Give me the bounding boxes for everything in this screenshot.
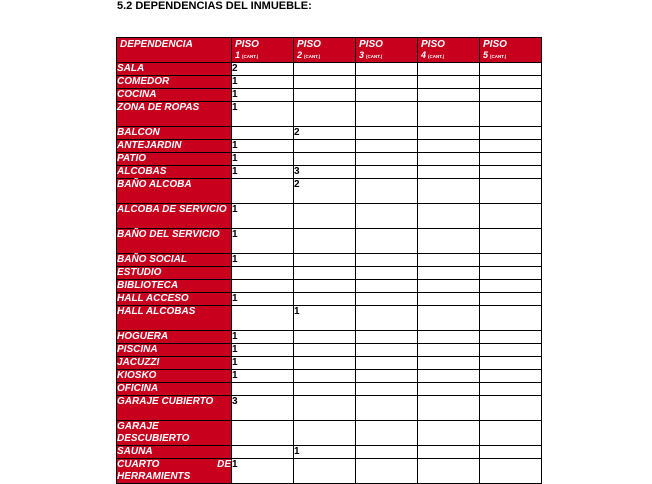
floor-2-quantity-cell: 1 — [294, 446, 356, 459]
floor-1-quantity-cell: 1 — [232, 229, 294, 254]
table-row — [117, 153, 542, 166]
dependency-name-cell — [117, 331, 232, 344]
floor-1-quantity-cell — [232, 280, 294, 293]
table-row — [117, 140, 542, 153]
floor-3-quantity-cell — [356, 153, 418, 166]
floor-5-quantity-cell — [480, 102, 542, 127]
floor-2-quantity-cell — [294, 76, 356, 89]
dependency-name: BALCON — [117, 127, 160, 138]
floor-2-quantity-cell — [294, 344, 356, 357]
floor-3-quantity-cell — [356, 396, 418, 421]
floor-4-quantity-cell — [418, 102, 480, 127]
dependency-name: COCINA — [117, 89, 157, 100]
dependency-name-cell — [117, 293, 232, 306]
floor-2-quantity-cell — [294, 370, 356, 383]
floor-3-quantity-cell — [356, 267, 418, 280]
dependency-name-cell — [117, 166, 232, 179]
table-row — [117, 166, 542, 179]
floor-1-quantity-cell: 1 — [232, 140, 294, 153]
floor-4-quantity-cell — [418, 63, 480, 76]
floor-3-quantity-cell — [356, 446, 418, 459]
floor-5-quantity-cell — [480, 267, 542, 280]
floor-5-quantity-cell — [480, 293, 542, 306]
floor-2-quantity-cell — [294, 383, 356, 396]
floor-2-quantity-cell — [294, 280, 356, 293]
dependency-name-cell — [117, 179, 232, 204]
floor-4-quantity-cell — [418, 344, 480, 357]
dependency-name-cell — [117, 140, 232, 153]
floor-3-quantity-cell — [356, 89, 418, 102]
header-floor-5: PISO 5 (CANT.) — [480, 38, 542, 63]
floor-5-quantity-cell — [480, 280, 542, 293]
floor-3-quantity-cell — [356, 280, 418, 293]
floor-4-quantity-cell — [418, 331, 480, 344]
dependency-name-cell — [117, 370, 232, 383]
floor-5-quantity-cell — [480, 179, 542, 204]
dependency-name: CUARTO DE HERRAMIENTS — [117, 459, 231, 482]
dependency-name: SAUNA — [117, 446, 153, 457]
dependency-name: BAÑO DEL SERVICIO — [117, 229, 220, 240]
floor-4-quantity-cell — [418, 306, 480, 331]
dependency-name: ZONA DE ROPAS — [117, 102, 200, 113]
floor-1-quantity-cell: 1 — [232, 344, 294, 357]
table-header-row — [117, 38, 542, 63]
floor-1-quantity-cell — [232, 421, 294, 446]
floor-1-quantity-cell: 3 — [232, 396, 294, 421]
floor-1-quantity-cell — [232, 127, 294, 140]
floor-5-quantity-cell — [480, 254, 542, 267]
floor-1-quantity-cell: 1 — [232, 153, 294, 166]
table-row — [117, 102, 542, 127]
dependency-name-cell — [117, 421, 232, 446]
floor-1-quantity-cell — [232, 306, 294, 331]
floor-4-quantity-cell — [418, 127, 480, 140]
floor-1-quantity-cell — [232, 179, 294, 204]
floor-5-quantity-cell — [480, 357, 542, 370]
floor-4-quantity-cell — [418, 179, 480, 204]
floor-2-quantity-cell — [294, 140, 356, 153]
header-floor-1: PISO 1 (CANT.) — [232, 38, 294, 63]
table-row — [117, 421, 542, 446]
floor-3-quantity-cell — [356, 63, 418, 76]
table-row — [117, 89, 542, 102]
floor-3-quantity-cell — [356, 204, 418, 229]
floor-4-quantity-cell — [418, 383, 480, 396]
dependency-name-cell — [117, 102, 232, 127]
table-row — [117, 63, 542, 76]
floor-2-quantity-cell — [294, 357, 356, 370]
dependency-name-cell — [117, 127, 232, 140]
floor-5-quantity-cell — [480, 63, 542, 76]
dependency-name-cell — [117, 306, 232, 331]
dependency-name: COMEDOR — [117, 76, 170, 87]
dependency-name: ALCOBAS — [117, 166, 167, 177]
floor-3-quantity-cell — [356, 179, 418, 204]
floor-5-quantity-cell — [480, 344, 542, 357]
floor-2-quantity-cell: 1 — [294, 306, 356, 331]
dependency-name: GARAJE DESCUBIERTO — [117, 421, 190, 444]
floor-1-quantity-cell — [232, 383, 294, 396]
floor-3-quantity-cell — [356, 331, 418, 344]
floor-4-quantity-cell — [418, 370, 480, 383]
floor-1-quantity-cell: 1 — [232, 254, 294, 267]
floor-5-quantity-cell — [480, 153, 542, 166]
table-row — [117, 76, 542, 89]
dependency-name-cell — [117, 396, 232, 421]
dependency-name-cell — [117, 267, 232, 280]
floor-3-quantity-cell — [356, 254, 418, 267]
dependency-name: PATIO — [117, 153, 147, 164]
dependency-name: ALCOBA DE SERVICIO — [117, 204, 227, 215]
floor-2-quantity-cell — [294, 229, 356, 254]
dependency-name-cell — [117, 254, 232, 267]
floor-4-quantity-cell — [418, 140, 480, 153]
dependency-name-cell — [117, 76, 232, 89]
table-row — [117, 293, 542, 306]
dependency-name: SALA — [117, 63, 145, 74]
floor-2-quantity-cell — [294, 293, 356, 306]
dependency-name: BIBLIOTECA — [117, 280, 179, 291]
floor-1-quantity-cell — [232, 446, 294, 459]
floor-3-quantity-cell — [356, 306, 418, 331]
floor-4-quantity-cell — [418, 280, 480, 293]
floor-5-quantity-cell — [480, 89, 542, 102]
table-row — [117, 357, 542, 370]
table-row — [117, 396, 542, 421]
table-row — [117, 331, 542, 344]
floor-1-quantity-cell: 1 — [232, 89, 294, 102]
floor-2-quantity-cell — [294, 153, 356, 166]
floor-3-quantity-cell — [356, 140, 418, 153]
dependency-name: JACUZZI — [117, 357, 160, 368]
dependency-name: HALL ALCOBAS — [117, 306, 196, 317]
floor-3-quantity-cell — [356, 293, 418, 306]
floor-4-quantity-cell — [418, 153, 480, 166]
dependency-name: ANTEJARDIN — [117, 140, 182, 151]
dependency-name-cell — [117, 280, 232, 293]
dependency-name: HOGUERA — [117, 331, 169, 342]
floor-5-quantity-cell — [480, 421, 542, 446]
floor-4-quantity-cell — [418, 293, 480, 306]
floor-1-quantity-cell — [232, 267, 294, 280]
dependency-name-cell — [117, 204, 232, 229]
table-row — [117, 267, 542, 280]
floor-3-quantity-cell — [356, 370, 418, 383]
dependency-name-cell — [117, 446, 232, 459]
floor-1-quantity-cell: 1 — [232, 331, 294, 344]
dependency-name: BAÑO ALCOBA — [117, 179, 192, 190]
floor-2-quantity-cell — [294, 421, 356, 446]
table-row — [117, 344, 542, 357]
table-row — [117, 204, 542, 229]
table-row — [117, 383, 542, 396]
floor-3-quantity-cell — [356, 229, 418, 254]
floor-1-quantity-cell: 1 — [232, 102, 294, 127]
floor-5-quantity-cell — [480, 370, 542, 383]
floor-2-quantity-cell — [294, 254, 356, 267]
floor-4-quantity-cell — [418, 357, 480, 370]
header-floor-3: PISO 3 (CANT.) — [356, 38, 418, 63]
floor-3-quantity-cell — [356, 166, 418, 179]
table-row — [117, 229, 542, 254]
table-row — [117, 254, 542, 267]
floor-1-quantity-cell: 1 — [232, 370, 294, 383]
floor-5-quantity-cell — [480, 127, 542, 140]
floor-4-quantity-cell — [418, 229, 480, 254]
floor-1-quantity-cell: 1 — [232, 459, 294, 484]
header-floor-2: PISO 2 (CANT.) — [294, 38, 356, 63]
floor-2-quantity-cell — [294, 204, 356, 229]
floor-5-quantity-cell — [480, 306, 542, 331]
table-row — [117, 127, 542, 140]
floor-5-quantity-cell — [480, 229, 542, 254]
dependency-name-cell — [117, 344, 232, 357]
floor-3-quantity-cell — [356, 383, 418, 396]
floor-4-quantity-cell — [418, 76, 480, 89]
dependency-name: OFICINA — [117, 383, 159, 394]
floor-5-quantity-cell — [480, 140, 542, 153]
floor-2-quantity-cell: 2 — [294, 179, 356, 204]
floor-4-quantity-cell — [418, 166, 480, 179]
floor-4-quantity-cell — [418, 267, 480, 280]
dependency-name-cell — [117, 89, 232, 102]
header-dependencia: DEPENDENCIA — [117, 38, 232, 63]
floor-4-quantity-cell — [418, 396, 480, 421]
dependency-name-cell — [117, 153, 232, 166]
table-row — [117, 306, 542, 331]
floor-5-quantity-cell — [480, 383, 542, 396]
floor-1-quantity-cell: 1 — [232, 204, 294, 229]
dependency-name-cell — [117, 229, 232, 254]
floor-4-quantity-cell — [418, 254, 480, 267]
floor-5-quantity-cell — [480, 204, 542, 229]
floor-2-quantity-cell — [294, 267, 356, 280]
floor-1-quantity-cell: 1 — [232, 293, 294, 306]
dependency-name: BAÑO SOCIAL — [117, 254, 187, 265]
floor-4-quantity-cell — [418, 446, 480, 459]
header-floor-4: PISO 4 (CANT.) — [418, 38, 480, 63]
floor-5-quantity-cell — [480, 446, 542, 459]
floor-4-quantity-cell — [418, 204, 480, 229]
table-row — [117, 280, 542, 293]
section-title: 5.2 DEPENDENCIAS DEL INMUEBLE: — [117, 0, 312, 12]
floor-3-quantity-cell — [356, 357, 418, 370]
floor-3-quantity-cell — [356, 76, 418, 89]
floor-3-quantity-cell — [356, 344, 418, 357]
floor-2-quantity-cell: 2 — [294, 127, 356, 140]
floor-5-quantity-cell — [480, 76, 542, 89]
dependency-name-cell — [117, 383, 232, 396]
dependency-name-cell — [117, 63, 232, 76]
floor-4-quantity-cell — [418, 421, 480, 446]
floor-2-quantity-cell — [294, 89, 356, 102]
table-row — [117, 446, 542, 459]
floor-1-quantity-cell: 1 — [232, 76, 294, 89]
floor-3-quantity-cell — [356, 102, 418, 127]
floor-5-quantity-cell — [480, 396, 542, 421]
floor-2-quantity-cell: 3 — [294, 166, 356, 179]
dependency-name-cell — [117, 357, 232, 370]
floor-5-quantity-cell — [480, 331, 542, 344]
dependency-name: PISCINA — [117, 344, 158, 355]
dependency-name: GARAJE CUBIERTO — [117, 396, 214, 407]
floor-1-quantity-cell: 1 — [232, 357, 294, 370]
dependency-name: KIOSKO — [117, 370, 157, 381]
floor-2-quantity-cell — [294, 396, 356, 421]
dependency-name: HALL ACCESO — [117, 293, 189, 304]
table-row — [117, 370, 542, 383]
floor-1-quantity-cell: 2 — [232, 63, 294, 76]
floor-2-quantity-cell — [294, 102, 356, 127]
floor-1-quantity-cell: 1 — [232, 166, 294, 179]
table-row — [117, 179, 542, 204]
floor-2-quantity-cell — [294, 63, 356, 76]
dependencies-table — [116, 37, 542, 484]
floor-3-quantity-cell — [356, 127, 418, 140]
dependency-name: ESTUDIO — [117, 267, 162, 278]
floor-2-quantity-cell — [294, 331, 356, 344]
floor-3-quantity-cell — [356, 421, 418, 446]
floor-5-quantity-cell — [480, 166, 542, 179]
floor-4-quantity-cell — [418, 89, 480, 102]
